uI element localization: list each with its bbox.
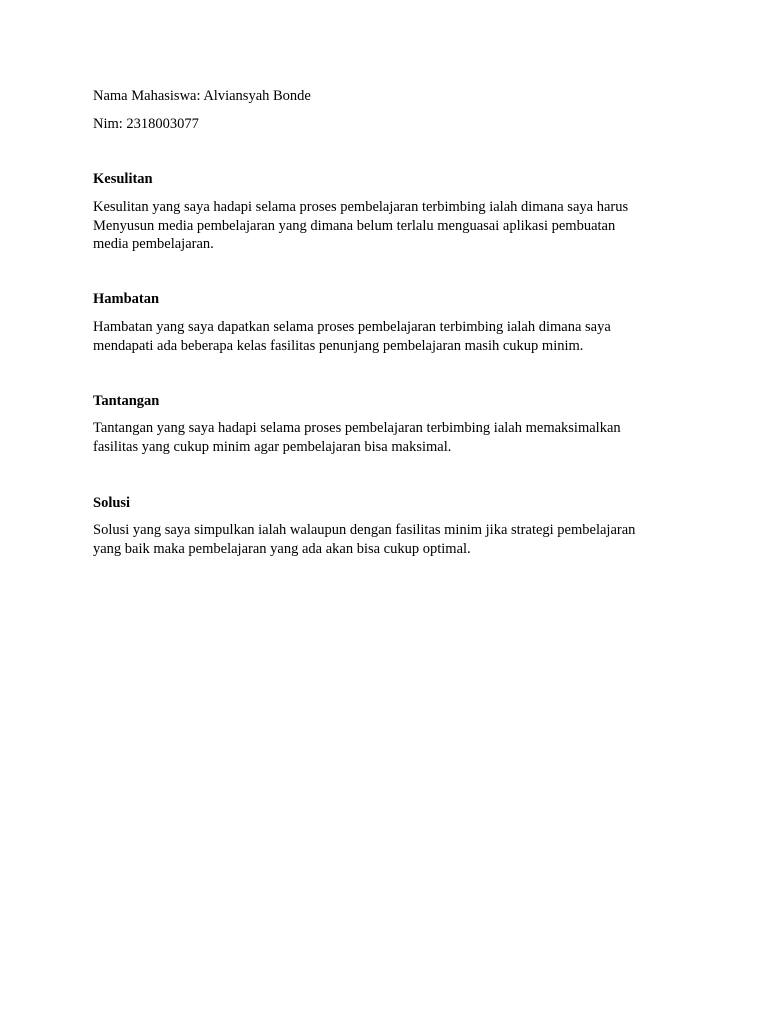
paragraph-line: Tantangan yang saya hadapi selama proses pembelajaran terbimbing ialah memaksimalkan — [93, 420, 621, 436]
paragraph-line: yang baik maka pembelajaran yang ada akan bisa cukup optimal. — [93, 540, 471, 557]
section-heading-kesulitan: Kesulitan — [93, 171, 153, 187]
section-body-tantangan — [93, 419, 683, 456]
paragraph-line: Kesulitan yang saya hadapi selama proses pembelajaran terbimbing ialah dimana saya harus — [93, 199, 629, 215]
section-heading-solusi: Solusi — [93, 495, 131, 511]
paragraph-line: Menyusun media pembelajaran yang dimana belum terlalu menguasai aplikasi pembuatan — [93, 217, 616, 234]
paragraph-line: fasilitas yang cukup minim agar pembelajaran bisa maksimal. — [93, 438, 452, 455]
paragraph-line: Solusi yang saya simpulkan ialah walaupun dengan fasilitas minim jika strategi pembelajaran — [93, 522, 636, 538]
section-body-hambatan — [93, 318, 683, 355]
student-nim: Nim: 2318003077 — [93, 116, 199, 132]
section-heading-tantangan: Tantangan — [93, 393, 160, 409]
section-body-kesulitan — [93, 198, 683, 254]
student-name: Nama Mahasiswa: Alviansyah Bonde — [93, 88, 311, 104]
paragraph-line: media pembelajaran. — [93, 236, 214, 252]
section-heading-hambatan: Hambatan — [93, 291, 160, 307]
paragraph-line: mendapati ada beberapa kelas fasilitas penunjang pembelajaran masih cukup minim. — [93, 337, 584, 354]
paragraph-line: Hambatan yang saya dapatkan selama proses pembelajaran terbimbing ialah dimana saya — [93, 319, 611, 335]
section-body-solusi — [93, 521, 683, 558]
